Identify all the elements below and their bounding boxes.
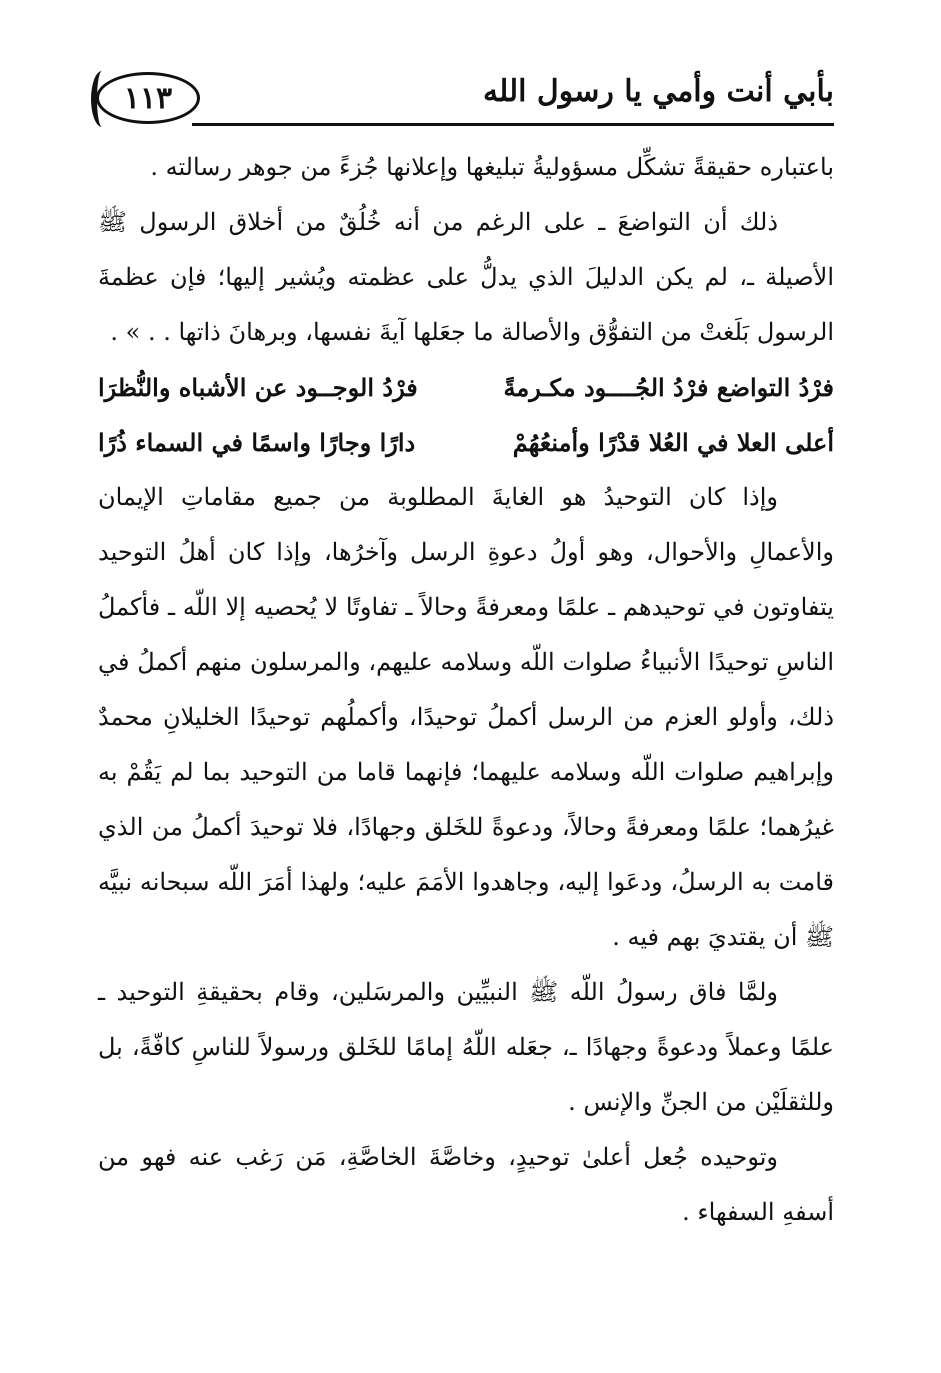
paragraph-prophet: ولمَّا فاق رسولُ اللّه ﷺ النبيِّين والمرسَلين، وقام بحقيقةِ التوحيد ـ علمًا وعملاً ودعوةً وجهادًا ـ، جعَله اللّهُ إمامًا للخَلق ورسولاً للناسِ كافّةً، بل وللثقلَيْن من الجنِّ والإنس . bbox=[98, 978, 834, 1116]
poem bbox=[98, 360, 834, 470]
paragraph-humility: ذلك أن التواضعَ ـ على الرغم من أنه خُلُقٌ من أخلاق الرسول ﷺ الأصيلة ـ، لم يكن الدليلَ الذي يدلُّ على عظمته ويُشير إليها؛ فإن عظمةَ الرسول بَلَغتْ من التفوُّق والأصالة ما جعَلها آيةَ نفسها، وبرهانَ ذاتها . . » . bbox=[98, 208, 834, 346]
poem-line-2 bbox=[98, 415, 834, 470]
poem-line-1-first-hemistich: فرْدُ التواضع فرْدُ الجُــــود مكـرمةً bbox=[503, 373, 834, 402]
page-header bbox=[96, 64, 834, 128]
poem-line-1 bbox=[98, 360, 834, 415]
running-title: بأبي أنت وأمي يا رسول الله bbox=[482, 74, 834, 109]
body-text bbox=[98, 140, 834, 1240]
header-rule bbox=[192, 123, 834, 126]
poem-line-2-second-hemistich: دارًا وجارًا واسمًا في السماء ذُرًا bbox=[98, 428, 416, 457]
poem-line-2-first-hemistich: أعلى العلا في العُلا قدْرًا وأمنعُهُمْ bbox=[512, 428, 834, 457]
poem-line-1-second-hemistich: فرْدُ الوجــود عن الأشباه والنُّظرَا bbox=[98, 373, 418, 402]
paragraph-tawhid: وإذا كان التوحيدُ هو الغايةَ المطلوبة من جميع مقاماتِ الإيمان والأعمالِ والأحوال، وهو أولُ دعوةِ الرسل وآخرُها، وإذا كان أهلُ التوحيد يتفاوتون في توحيدهم ـ علمًا ومعرفةً وحالاً ـ تفاوتًا لا يُحصيه إلا اللّه ـ فأكملُ الناسِ توحيدًا الأنبياءُ صلوات اللّه وسلامه عليهم، والمرسلون منهم أكملُ في ذلك، وأولو العزم من الرسل أكملُ توحيدًا، وأكملُهم توحيدًا الخليلانِ محمدٌ وإبراهيم صلوات اللّه وسلامه عليهما؛ فإنهما قاما من التوحيد بما لم يَقُمْ به غيرُهما؛ علمًا ومعرفةً وحالاً، ودعوةً للخَلق وجهادًا، فلا توحيدَ أكملُ من الذي قامت به الرسلُ، ودعَوا إليه، وجاهدوا الأمَمَ عليه؛ ولهذا أمَرَ اللّه سبحانه نبيَّه ﷺ أن يقتديَ بهم فيه . bbox=[98, 483, 834, 951]
paragraph-highest-tawhid: وتوحيده جُعل أعلىٰ توحيدٍ، وخاصَّةَ الخاصَّةِ، مَن رَغب عنه فهو من أسفهِ السفهاء . bbox=[98, 1143, 834, 1226]
page-number: ١١٣ bbox=[96, 72, 200, 124]
paragraph-continuation: باعتباره حقيقةً تشكِّل مسؤوليةُ تبليغها وإعلانها جُزءً من جوهر رسالته . bbox=[150, 153, 834, 181]
